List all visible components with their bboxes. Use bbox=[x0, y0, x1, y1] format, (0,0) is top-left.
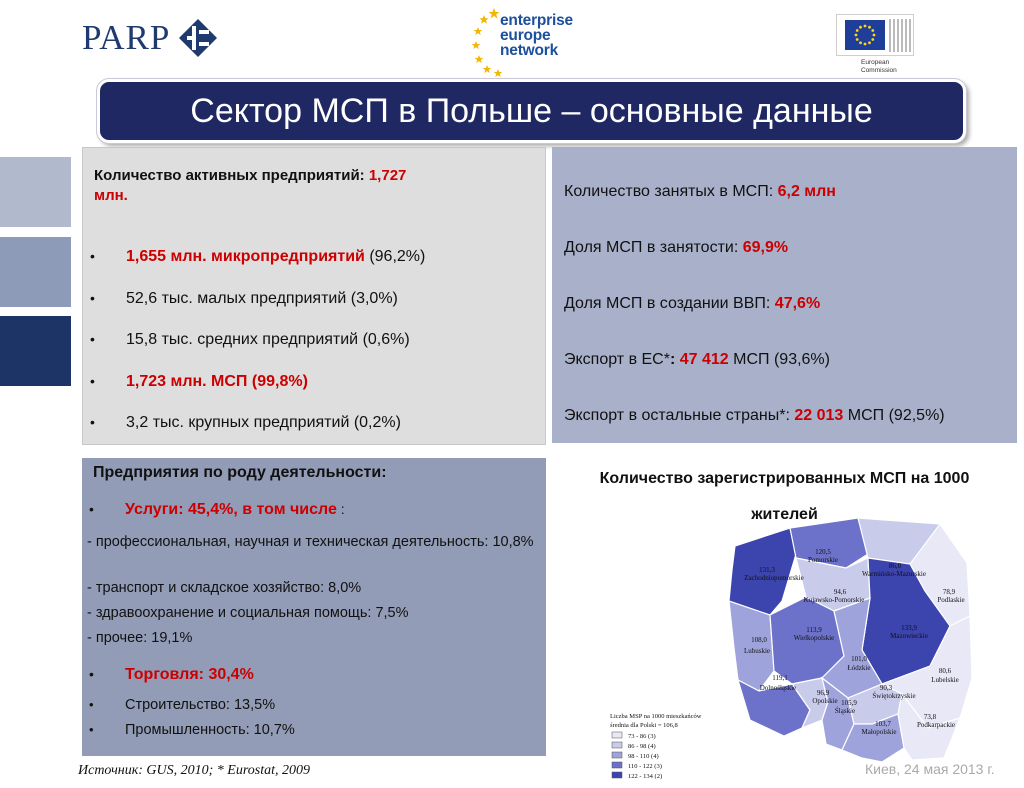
legend-swatch bbox=[612, 762, 622, 768]
legend-label: 122 - 134 (2) bbox=[628, 773, 663, 780]
employment-panel bbox=[552, 147, 1017, 443]
heading-label: Количество активных предприятий: bbox=[94, 167, 369, 184]
een-line-3: network bbox=[500, 42, 559, 59]
trade-item: • Торговля: 30,4% bbox=[87, 666, 254, 684]
region-label: 103,7 Małopolskie bbox=[861, 720, 897, 736]
parp-logo-text: PARP bbox=[82, 18, 171, 57]
list-item: • 1,655 млн. микропредприятий (96,2%) bbox=[88, 248, 425, 290]
list-item: Количество занятых в МСП: 6,2 млн bbox=[564, 183, 836, 200]
map-title: Количество зарегистрированных МСП на 1000 жителей bbox=[599, 470, 970, 523]
heading-value: 1,727 bbox=[368, 167, 407, 184]
region-label: 113,9 Wielkopolskie bbox=[793, 626, 835, 642]
title-bar bbox=[97, 79, 966, 143]
region-label: 80,6 Lubelskie bbox=[931, 667, 959, 684]
region-label: 73,8 Podkarpackie bbox=[916, 713, 956, 729]
ec-text: European Commission bbox=[861, 59, 897, 74]
date-location: Киев, 24 мая 2013 г. bbox=[865, 761, 995, 777]
list-item: • 1,723 млн. МСП (99,8%) bbox=[88, 373, 425, 415]
european-commission-logo bbox=[836, 14, 914, 74]
region-label: 78,9 Podlaskie bbox=[937, 588, 965, 604]
activity-panel bbox=[82, 458, 546, 756]
region-label: 90,3 Świętokrzyskie bbox=[872, 684, 916, 700]
service-line: - транспорт и складское хозяйство: 8,0% bbox=[87, 580, 362, 596]
region-label: 120,5 Pomorskie bbox=[808, 548, 838, 564]
parp-logo bbox=[82, 18, 218, 58]
region-label: 94,6 Kujawsko-Pomorskie bbox=[803, 588, 865, 604]
legend-label: 73 - 86 (3) bbox=[628, 733, 656, 740]
ec-building-icon bbox=[889, 19, 911, 52]
een-line-2: europe bbox=[500, 27, 551, 44]
region-label: 96,9 Opolskie bbox=[812, 689, 838, 705]
heading-value-suffix: млн. bbox=[94, 187, 128, 204]
region-label: 101,0 Łódzkie bbox=[847, 655, 871, 672]
region-label: 108,0 Lubuskie bbox=[743, 636, 771, 655]
region-lubuskie bbox=[729, 601, 774, 691]
eu-flag-icon bbox=[845, 20, 885, 50]
list-item: • 3,2 тыс. крупных предприятий (0,2%) bbox=[88, 414, 425, 456]
construction-item: • Строительство: 13,5% bbox=[87, 697, 275, 713]
legend-swatch bbox=[612, 772, 622, 778]
list-item: • 52,6 тыс. малых предприятий (3,0%) bbox=[88, 290, 425, 332]
legend-label: 98 - 110 (4) bbox=[628, 753, 659, 760]
decor-square-dark bbox=[0, 316, 71, 386]
een-text bbox=[500, 13, 573, 58]
legend-label: 110 - 122 (3) bbox=[628, 763, 662, 770]
poland-map bbox=[552, 458, 1017, 788]
region-label: 131,3 Zachodniopomorskie bbox=[744, 566, 804, 582]
decor-square-medium bbox=[0, 237, 71, 307]
industry-item: • Промышленность: 10,7% bbox=[87, 722, 295, 738]
een-line-1: enterprise bbox=[500, 12, 573, 29]
parp-diamond-icon bbox=[178, 18, 218, 58]
enterprise-size-list bbox=[88, 248, 425, 456]
region-label: 119,1 Dolnośląskie bbox=[759, 674, 797, 692]
list-item: Экспорт в ЕС*: 47 412 МСП (93,6%) bbox=[564, 351, 830, 368]
list-item: Доля МСП в создании ВВП: 47,6% bbox=[564, 295, 821, 312]
region-label: 105,9 Śląskie bbox=[834, 699, 857, 715]
legend-subtitle: średnia dla Polski = 106,8 bbox=[610, 722, 678, 729]
decor-square-light bbox=[0, 157, 71, 227]
region-label: 133,9 Mazowieckie bbox=[890, 624, 928, 640]
region-label: 86,0 Warmińsko-Mazurskie bbox=[862, 562, 926, 578]
list-item: Экспорт в остальные страны*: 22 013 МСП (92,5%) bbox=[564, 407, 945, 424]
services-item: • Услуги: 45,4%, в том числе : bbox=[87, 501, 345, 519]
service-line: - здравоохранение и социальная помощь: 7,5% bbox=[87, 605, 409, 621]
map-legend bbox=[610, 713, 702, 780]
enterprise-europe-network-logo bbox=[470, 6, 580, 78]
service-line: - профессиональная, научная и техническая деятельность: 10,8% bbox=[87, 534, 534, 550]
legend-swatch bbox=[612, 732, 622, 738]
service-line: - прочее: 19,1% bbox=[87, 630, 193, 646]
activity-heading: Предприятия по роду деятельности: bbox=[93, 464, 387, 481]
employment-list bbox=[564, 183, 945, 463]
legend-swatch bbox=[612, 752, 622, 758]
list-item: • 15,8 тыс. средних предприятий (0,6%) bbox=[88, 331, 425, 373]
list-item: Доля МСП в занятости: 69,9% bbox=[564, 239, 789, 256]
legend-label: 86 - 98 (4) bbox=[628, 743, 656, 750]
source-note: Источник: GUS, 2010; * Eurostat, 2009 bbox=[78, 763, 310, 778]
legend-title: Liczba MSP na 1000 mieszkańców bbox=[610, 713, 702, 720]
slide-title: Сектор МСП в Польше – основные данные bbox=[190, 91, 873, 130]
legend-swatch bbox=[612, 742, 622, 748]
active-enterprises-panel bbox=[82, 147, 546, 445]
active-enterprises-heading bbox=[94, 166, 474, 206]
